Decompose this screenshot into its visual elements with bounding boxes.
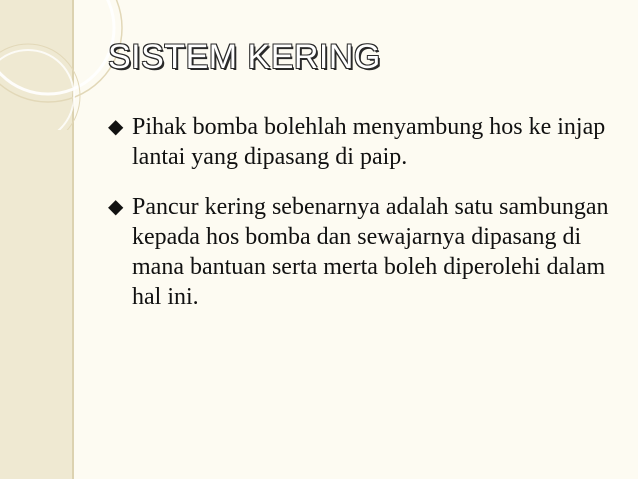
bullet-item bbox=[106, 192, 626, 312]
bullet-list bbox=[106, 112, 626, 332]
slide-title: SISTEM KERING bbox=[108, 38, 381, 76]
bullet-item bbox=[106, 112, 626, 172]
bullet-text: Pihak bomba bolehlah menyambung hos ke injap lantai yang dipasang di paip. bbox=[132, 114, 606, 170]
bullet-text: Pancur kering sebenarnya adalah satu sambungan kepada hos bomba dan sewajarnya dipasang di mana bantuan serta merta boleh diperolehi dalam hal ini. bbox=[132, 194, 609, 310]
diamond-bullet-icon: ◆ bbox=[108, 116, 124, 138]
diamond-bullet-icon: ◆ bbox=[108, 196, 124, 218]
